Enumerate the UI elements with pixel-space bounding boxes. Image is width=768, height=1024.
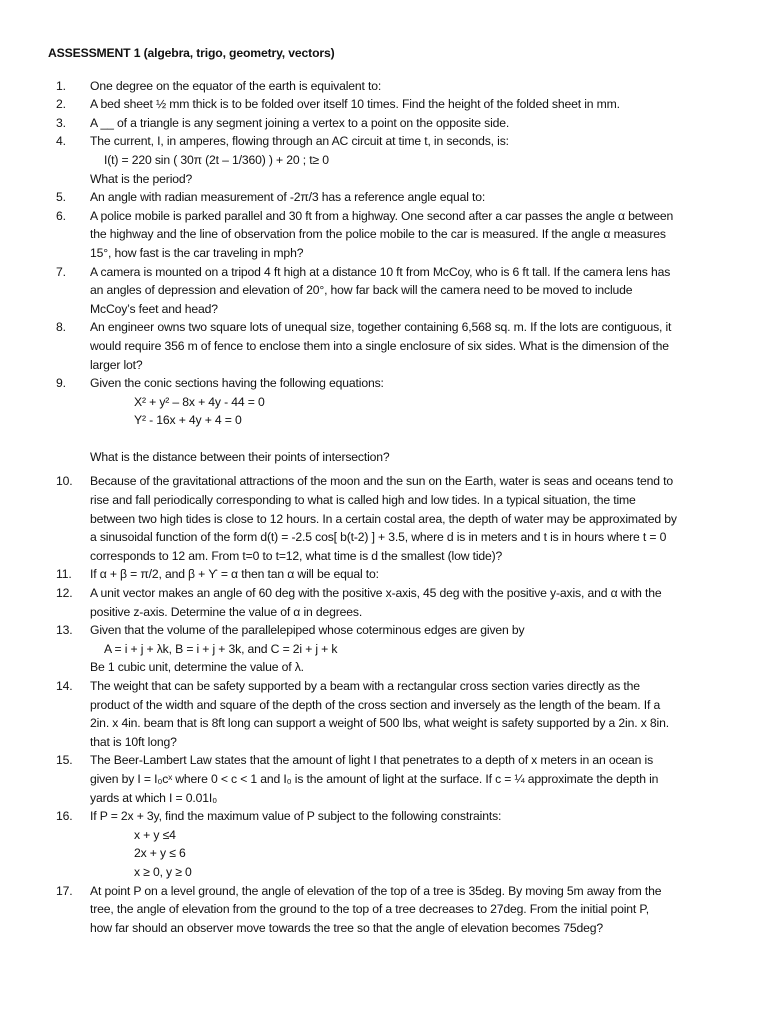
question-text-line: What is the distance between their points of intersection?: [90, 449, 390, 464]
question-text-line: What is the period?: [90, 171, 193, 186]
question-number: 14.: [56, 679, 73, 693]
question-text-line: McCoy’s feet and head?: [90, 301, 218, 316]
question-body: [90, 77, 720, 96]
question-item: [48, 263, 728, 319]
spacer: [90, 430, 720, 448]
question-text-line: 15°, how fast is the car traveling in mph?: [90, 245, 304, 260]
question-text-line: A police mobile is parked parallel and 30 ft from a highway. One second after a car passes the angle α between: [90, 208, 674, 223]
question-number: 1.: [56, 78, 66, 93]
question-text-line: If α + β = π/2, and β + Ƴ = α then tan α will be equal to:: [90, 567, 379, 582]
question-text-line: Because of the gravitational attractions of the moon and the sun on the Earth, water is seas and oceans tend to: [90, 474, 673, 489]
question-number: 9.: [56, 376, 66, 391]
question-item: [48, 751, 728, 807]
question-item: [48, 114, 728, 133]
question-body: [90, 114, 720, 133]
assessment-title: ASSESSMENT 1 (algebra, trigo, geometry, vectors): [48, 46, 335, 60]
question-body: [90, 751, 720, 807]
question-number: 2.: [56, 97, 66, 112]
question-text-line: rise and fall periodically corresponding to what is called high and low tides. In a typical situation, the time: [90, 493, 636, 508]
question-number: 17.: [56, 883, 73, 898]
question-text-line: A bed sheet ½ mm thick is to be folded over itself 10 times. Find the height of the folded sheet in mm.: [90, 97, 620, 112]
question-text-line: Given that the volume of the parallelepiped whose coterminous edges are given by: [90, 623, 525, 638]
question-text-line: would require 356 m of fence to enclose them into a single enclosure of six sides. What is the dimension of the: [90, 338, 669, 353]
question-body: [90, 132, 720, 188]
question-text-line: that is 10ft long?: [90, 734, 177, 749]
question-item: [48, 77, 728, 96]
equation: I(t) = 220 sin ( 30π (2t – 1/360) ) + 20 ; t≥ 0: [104, 152, 329, 167]
question-text-line: A __ of a triangle is any segment joining a vertex to a point on the opposite side.: [90, 115, 510, 130]
question-text-line: positive z-axis. Determine the value of α in degrees.: [90, 604, 363, 619]
question-text-line: the highway and the line of observation from the police mobile to the car is measured. If the angle α measures: [90, 227, 666, 242]
equation: X² + y² – 8x + 4y - 44 = 0: [134, 394, 265, 409]
question-text-line: corresponds to 12 am. From t=0 to t=12, what time is d the smallest (low tide)?: [90, 548, 503, 563]
question-text-line: If P = 2x + 3y, find the maximum value of P subject to the following constraints:: [90, 809, 502, 824]
question-item: [48, 472, 728, 565]
question-text-line: product of the width and square of the depth of the cross section and inversely as the length of the beam. If a: [90, 697, 661, 712]
question-list: [48, 77, 728, 938]
equation: 2x + y ≤ 6: [134, 846, 186, 861]
question-text-line: tree, the angle of elevation from the ground to the top of a tree decreases to 27deg. From the initial point P,: [90, 902, 650, 917]
question-body: [90, 472, 720, 565]
question-text-line: The current, I, in amperes, flowing through an AC circuit at time t, in seconds, is:: [90, 134, 509, 149]
question-item: [48, 584, 728, 621]
question-number: 4.: [56, 134, 66, 149]
question-text-line: larger lot?: [90, 357, 143, 372]
question-text-line: given by I = I₀cˣ where 0 < c < 1 and I₀ is the amount of light at the surface. If c = ¼ approximate the depth in: [90, 771, 659, 786]
question-body: [90, 374, 720, 466]
question-text-line: A camera is mounted on a tripod 4 ft high at a distance 10 ft from McCoy, who is 6 ft tall. If the camera lens has: [90, 264, 671, 279]
question-number: 15.: [56, 753, 73, 768]
question-body: [90, 263, 720, 319]
question-body: [90, 95, 720, 114]
question-text-line: Given the conic sections having the following equations:: [90, 376, 384, 391]
question-item: [48, 677, 728, 751]
question-body: [90, 318, 720, 374]
question-item: [48, 374, 728, 466]
question-text-line: between two high tides is close to 12 hours. In a certain costal area, the depth of water may be approximated by: [90, 511, 677, 526]
question-item: [48, 95, 728, 114]
question-item: [48, 565, 728, 584]
question-text-line: The weight that can be safety supported by a beam with a rectangular cross section varies directly as the: [90, 679, 640, 693]
question-text-line: At point P on a level ground, the angle of elevation of the top of a tree is 35deg. By moving 5m away from the: [90, 883, 662, 898]
question-text-line: yards at which I = 0.01I₀: [90, 790, 217, 805]
question-item: [48, 188, 728, 207]
question-number: 3.: [56, 115, 66, 130]
question-number: 16.: [56, 809, 73, 824]
question-number: 6.: [56, 208, 66, 223]
question-body: [90, 188, 720, 207]
question-text-line: how far should an observer move towards the tree so that the angle of elevation becomes 75deg?: [90, 920, 603, 935]
question-number: 13.: [56, 623, 73, 638]
question-body: [90, 807, 720, 881]
equation: Y² - 16x + 4y + 4 = 0: [134, 413, 242, 428]
question-item: [48, 132, 728, 188]
question-item: [48, 807, 728, 881]
question-body: [90, 882, 720, 938]
question-body: [90, 621, 720, 677]
question-text-line: an angles of depression and elevation of 20°, how far back will the camera need to be moved to include: [90, 283, 633, 298]
question-body: [90, 207, 720, 263]
equation: A = i + j + λk, B = i + j + 3k, and C = 2i + j + k: [104, 641, 338, 656]
question-text-line: An angle with radian measurement of -2π/3 has a reference angle equal to:: [90, 190, 486, 205]
question-item: [48, 207, 728, 263]
question-number: 8.: [56, 320, 66, 335]
equation: x ≥ 0, y ≥ 0: [134, 864, 192, 879]
question-number: 7.: [56, 264, 66, 279]
question-item: [48, 621, 728, 677]
question-number: 10.: [56, 474, 73, 489]
question-item: [48, 318, 728, 374]
question-text-line: a sinusoidal function of the form d(t) = -2.5 cos[ b(t-2) ] + 3.5, where d is in meters and t is in hours where t = 0: [90, 530, 667, 545]
question-text-line: A unit vector makes an angle of 60 deg with the positive x-axis, 45 deg with the positive y-axis, and α with the: [90, 586, 662, 601]
question-text-line: The Beer-Lambert Law states that the amount of light I that penetrates to a depth of x meters in an ocean is: [90, 753, 654, 768]
question-text-line: Be 1 cubic unit, determine the value of λ.: [90, 660, 304, 675]
question-text-line: An engineer owns two square lots of unequal size, together containing 6,568 sq. m. If the lots are contiguous, it: [90, 320, 672, 335]
question-number: 5.: [56, 190, 66, 205]
question-text-line: 2in. x 4in. beam that is 8ft long can support a weight of 500 lbs, what weight is safety supported by a 2in. x 8in.: [90, 716, 669, 731]
question-body: [90, 584, 720, 621]
equation: x + y ≤4: [134, 827, 176, 842]
question-text-line: One degree on the equator of the earth is equivalent to:: [90, 78, 382, 93]
question-number: 12.: [56, 586, 73, 601]
question-number: 11.: [56, 567, 72, 582]
question-body: [90, 677, 720, 751]
question-body: [90, 565, 720, 584]
question-item: [48, 882, 728, 938]
